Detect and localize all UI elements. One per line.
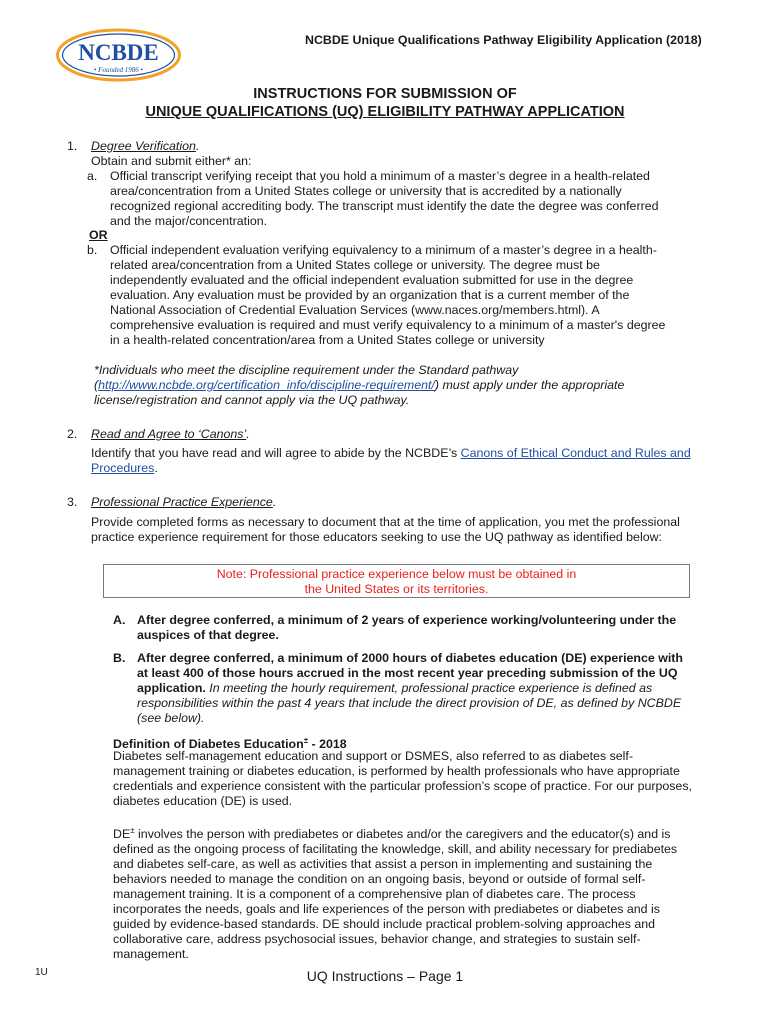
section3-number: 3. (67, 495, 78, 509)
definition-text: Diabetes self-management education and support or DSMES, also referred to as diabetes self- management training or diabetes education, is performed by health professionals who have appropriate credentials and experience consistent with the particular profession’s scope of practice. For our purposes, diabetes education (DE) is used. (113, 749, 692, 808)
item-b-label: b. (87, 243, 98, 257)
section3-intro: Provide completed forms as necessary to document that at the time of application, you met the professional practice experience requirement for those educators seeking to use the UQ pathway as identified below: (91, 515, 680, 544)
note-text: Note: Professional practice experience below must be obtained in the United States or its territories. (216, 567, 577, 596)
document-header-title: NCBDE Unique Qualifications Pathway Eligibility Application (2018) (305, 33, 702, 47)
requirement-a-label: A. (113, 613, 126, 627)
section2-heading: Read and Agree to ‘Canons’. (91, 427, 250, 441)
definition-title: Definition of Diabetes Education± - 2018 (113, 736, 347, 752)
logo-subtext: • Founded 1986 • (93, 66, 144, 74)
section1-number: 1. (67, 139, 78, 153)
main-title-line2: UNIQUE QUALIFICATIONS (UQ) ELIGIBILITY PATHWAY APPLICATION (145, 104, 625, 120)
note-box (103, 564, 690, 598)
ncbde-logo (55, 28, 182, 82)
canons-link[interactable]: Canons of Ethical Conduct and Rules and (460, 446, 691, 460)
canons-link-cont[interactable]: Procedures (91, 461, 155, 475)
footnote: *Individuals who meet the discipline requirement under the Standard pathway (http://www.ncbde.org/certification_info/discipline-requirement/) must apply under the appropriate license/registration and cannot apply via the UQ pathway. (94, 363, 625, 407)
page-number: UQ Instructions – Page 1 (306, 968, 464, 984)
requirement-b-text: After degree conferred, a minimum of 2000 hours of diabetes education (DE) experience with at least 400 of those hours accrued in the most recent year preceding submission of the UQ application. In meeting the hourly requirement, professional practice experience is defined as responsibilities within the past 4 years that include the direct provision of DE, as defined by NCBDE (see below). (137, 651, 684, 725)
logo-text: NCBDE (78, 40, 159, 65)
main-title-line1: INSTRUCTIONS FOR SUBMISSION OF (253, 86, 517, 102)
item-b-text: Official independent evaluation verifying equivalency to a minimum of a master’s degree in a health- related area/concentration from a United States college or university. The degree must be independently evaluated and the official independent evaluation submitted for use in the degree evaluation. Any evaluation must be provided by an organization that is a current member of the National Association of Credential Evaluation Services (www.naces.org/members.html). A comprehensive evaluation is required and must verify equivalency to a minimum of a master's degree in a health-related concentration/area from a United States college or university (110, 243, 666, 347)
section2-number: 2. (67, 427, 78, 441)
footer-code: 1U (35, 967, 48, 978)
section1-heading: Degree Verification. (91, 139, 200, 153)
item-a-text: Official transcript verifying receipt that you hold a minimum of a master’s degree in a health-related area/concentration from a United States college or university that is accredited by a nationally recognized regional accrediting body. The transcript must identify the date the degree was conferred and the major/concentration. (110, 169, 659, 228)
requirement-a-text: After degree conferred, a minimum of 2 years of experience working/volunteering under the auspices of that degree. (137, 613, 677, 642)
discipline-requirement-link[interactable]: http://www.ncbde.org/certification_info/discipline-requirement/ (98, 378, 435, 392)
or-separator: OR (89, 228, 108, 242)
section1-intro: Obtain and submit either* an: (91, 154, 252, 168)
item-a-label: a. (87, 169, 98, 183)
section3-heading: Professional Practice Experience. (91, 495, 277, 509)
requirement-b-label: B. (113, 651, 126, 665)
de-paragraph: DE± involves the person with prediabetes or diabetes and/or the caregivers and the educator(s) and is defined as the ongoing process of facilitating the knowledge, skill, and ability necessary for prediabetes and diabetes self-care, as well as activities that assist a person in implementing and sustaining the behaviors needed to manage the condition on an ongoing basis, beyond or outside of formal self- management training. It is a component of a comprehensive plan of diabetes care. The process incorporates the needs, goals and life experiences of the person with prediabetes or diabetes and is guided by evidence-based standards. DE should include practical problem-solving approaches and collaborative care, address psychosocial issues, behavior change, and strategies to sustain self- management. (113, 826, 678, 962)
section2-text: Identify that you have read and will agree to abide by the NCBDE’s Canons of Ethical Conduct and Rules and Procedures. (91, 446, 691, 475)
